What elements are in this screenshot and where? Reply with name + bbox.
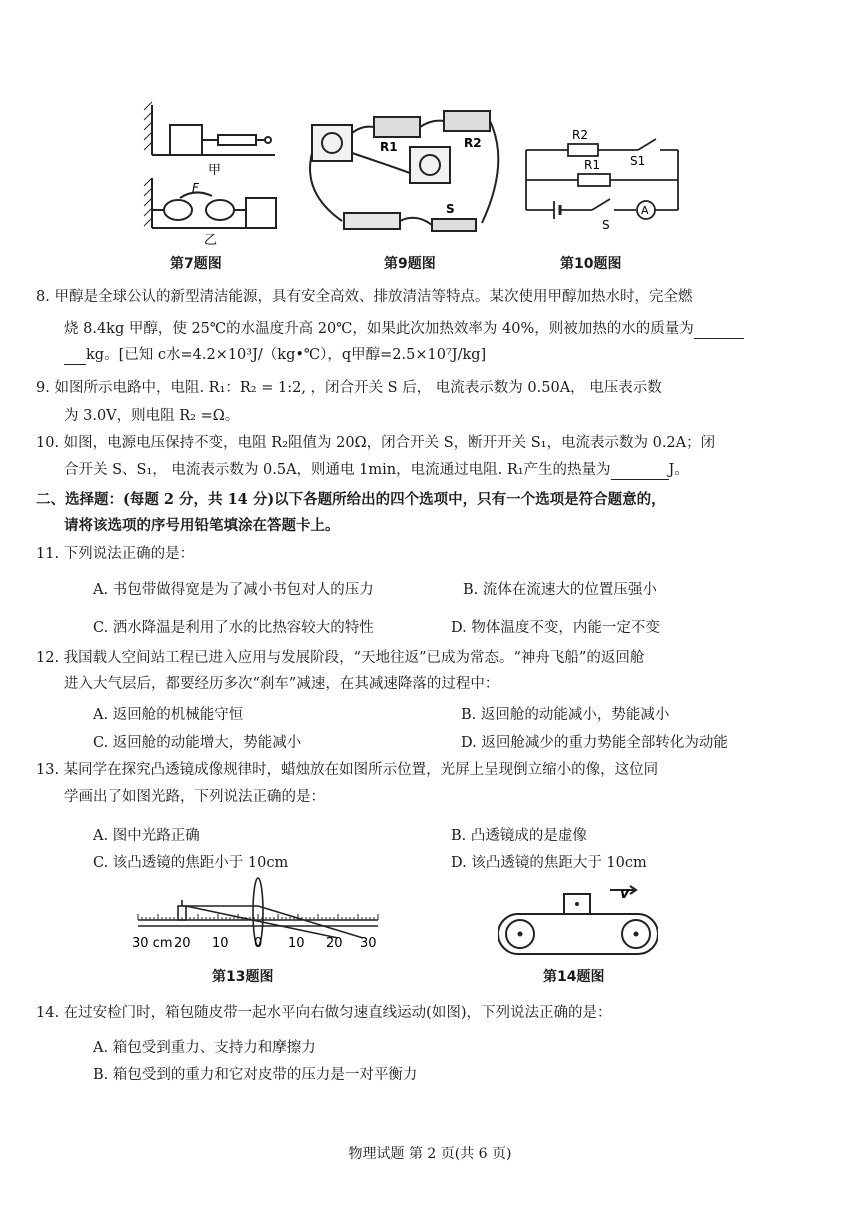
q13-line1: 13. 某同学在探究凸透镜成像规律时，蜡烛放在如图所示位置，光屏上呈现倒立缩小的像，这位同: [36, 762, 659, 778]
q14-stem: 14. 在过安检门时，箱包随皮带一起水平向右做匀速直线运动(如图)，下列说法正确的是：: [36, 1005, 612, 1021]
fig9-label-r2: R2: [464, 136, 482, 150]
q11-option-b[interactable]: B. 流体在流速大的位置压强小: [463, 582, 657, 598]
q13-option-d[interactable]: D. 该凸透镜的焦距大于 10cm: [451, 855, 647, 871]
q14-option-a[interactable]: A. 箱包受到重力、支持力和摩擦力: [93, 1040, 316, 1056]
q13-option-b[interactable]: B. 凸透镜成的是虚像: [451, 828, 587, 844]
figure-13: [128, 876, 388, 956]
q8-answer-blank[interactable]: [694, 323, 744, 339]
fig14-velocity-label: v: [620, 886, 630, 902]
q10-line2: [64, 460, 689, 480]
fig10-label-r2: R2: [572, 128, 588, 142]
fig13-tick-6: 20: [326, 936, 343, 951]
figure-7: [140, 100, 280, 245]
fig13-tick-5: 10: [288, 936, 305, 951]
q13-option-a[interactable]: A. 图中光路正确: [93, 828, 200, 844]
fig14-caption: 第14题图: [543, 969, 605, 985]
fig10-label-s1: S1: [630, 154, 646, 168]
fig7-force-label: F: [192, 181, 199, 195]
fig10-label-a: A: [641, 204, 649, 217]
q11-stem: 11. 下列说法正确的是：: [36, 546, 195, 562]
fig7-caption: 第7题图: [170, 256, 222, 272]
q9-line2: 为 3.0V，则电阻 R₂ =Ω。: [64, 408, 240, 424]
fig13-tick-7: 30: [360, 936, 377, 951]
figure-10: [518, 125, 693, 240]
q12-option-c[interactable]: C. 返回舱的动能增大，势能减小: [93, 735, 302, 751]
figure-9: [292, 103, 514, 251]
q8-line1: 8. 甲醇是全球公认的新型清洁能源，具有安全高效、排放清洁等特点。某次使用甲醇加热水时，完全燃: [36, 289, 693, 305]
section2-instruction: 请将该选项的序号用铅笔填涂在答题卡上。: [64, 517, 340, 534]
fig7-label-top: 甲: [208, 163, 222, 178]
figure-14: [498, 880, 658, 960]
q10-unit: J。: [668, 462, 689, 478]
fig13-tick-1: 30 cm: [132, 936, 173, 951]
fig13-tick-2: 20: [174, 936, 191, 951]
q10-answer-blank[interactable]: [611, 464, 669, 480]
fig10-label-r1: R1: [584, 158, 600, 172]
q8-known: [已知 c水=4.2×10³J/（kg•℃），q甲醇=2.5×10⁷J/kg]: [118, 347, 487, 363]
section2-heading: 二、选择题：(每题 2 分，共 14 分)以下各题所给出的四个选项中，只有一个选项是符合题意的，: [36, 491, 666, 508]
page-footer: 物理试题 第 2 页(共 6 页): [348, 1146, 512, 1162]
fig9-caption: 第9题图: [384, 256, 436, 272]
fig10-label-s: S: [602, 218, 610, 232]
fig7-label-bottom: 乙: [204, 233, 218, 245]
fig9-label-r1: R1: [380, 140, 398, 154]
q12-line2: 进入大气层后，都要经历多次“刹车”减速，在其减速降落的过程中：: [64, 676, 500, 692]
q9-line1: 9. 如图所示电路中，电阻. R₁：R₂ = 1:2, ，闭合开关 S 后， 电流表示数为 0.50A， 电压表示数: [36, 380, 662, 396]
fig13-tick-3: 10: [212, 936, 229, 951]
fig13-caption: 第13题图: [212, 969, 274, 985]
q10-line1: 10. 如图，电源电压保持不变，电阻 R₂阻值为 20Ω，闭合开关 S，断开开关 S₁，电流表示数为 0.2A；闭: [36, 435, 716, 451]
fig9-label-s: S: [446, 202, 455, 216]
fig10-caption: 第10题图: [560, 256, 622, 272]
q12-option-b[interactable]: B. 返回舱的动能减小，势能减小: [461, 707, 670, 723]
q8-line2: [64, 319, 744, 339]
q12-option-d[interactable]: D. 返回舱减少的重力势能全部转化为动能: [461, 735, 728, 751]
q11-option-c[interactable]: C. 洒水降温是利用了水的比热容较大的特性: [93, 620, 374, 636]
q12-line1: 12. 我国载人空间站工程已进入应用与发展阶段，“天地往返”已成为常态。“神舟飞船”的返回舱: [36, 650, 645, 666]
q8-answer-blank-cont[interactable]: [64, 349, 86, 365]
q12-option-a[interactable]: A. 返回舱的机械能守恒: [93, 707, 244, 723]
q8-line3: [64, 345, 486, 365]
q13-option-c[interactable]: C. 该凸透镜的焦距小于 10cm: [93, 855, 289, 871]
q14-option-b[interactable]: B. 箱包受到的重力和它对皮带的压力是一对平衡力: [93, 1067, 418, 1083]
q8-unit: kg。: [86, 347, 119, 363]
q10-line2-text: 合开关 S、S₁， 电流表示数为 0.5A，则通电 1min，电流通过电阻. R₁产生的热量为: [64, 462, 611, 478]
q13-line2: 学画出了如图光路，下列说法正确的是：: [64, 789, 325, 805]
fig13-tick-4: 0: [254, 936, 263, 951]
q11-option-d[interactable]: D. 物体温度不变，内能一定不变: [451, 620, 660, 636]
q11-option-a[interactable]: A. 书包带做得宽是为了减小书包对人的压力: [93, 582, 374, 598]
q8-line2-text: 烧 8.4kg 甲醇，使 25℃的水温度升高 20℃，如果此次加热效率为 40%，则被加热的水的质量为: [64, 321, 694, 337]
